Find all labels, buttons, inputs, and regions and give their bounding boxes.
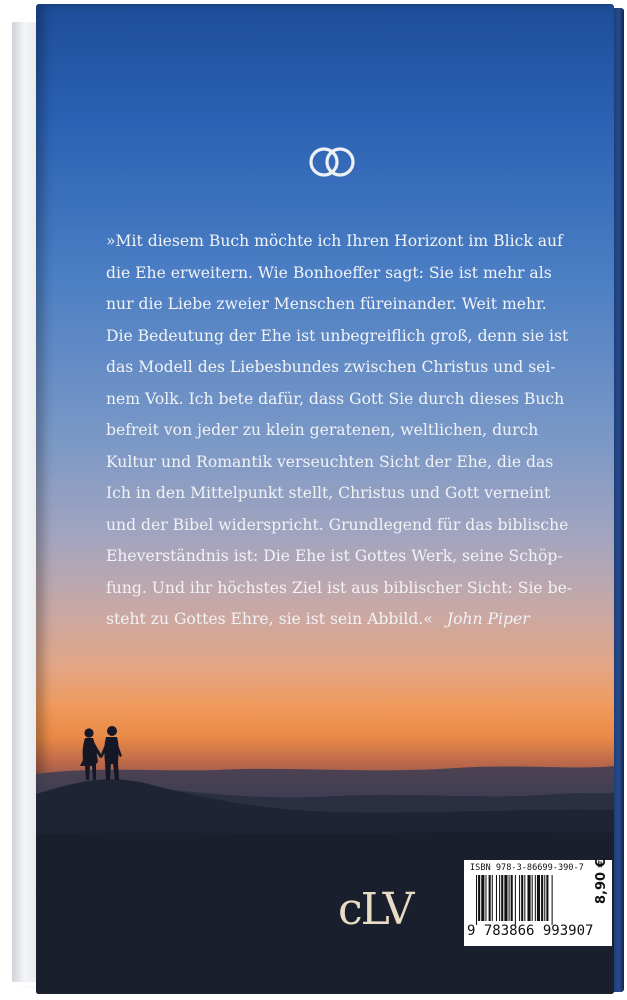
barcode-bar [511,875,513,921]
barcode-bar [535,875,536,921]
quote-line: und der Bibel widerspricht. Grundlegend für das biblische [106,515,569,534]
barcode-bar [546,875,548,921]
barcode-label [464,860,612,946]
barcode-bar [481,875,484,921]
barcode-bar [504,875,507,921]
quote-line: nur die Liebe zweier Menschen füreinander. Weit mehr. [106,295,547,313]
barcode-bar [544,875,545,921]
two-rings-icon [304,142,360,182]
quote-line: »Mit diesem Buch möchte ich Ihren Horizont im Blick auf [106,232,563,250]
quote-line: die Ehe erweitern. Wie Bonhoeffer sagt: Sie ist mehr als [106,263,552,282]
publisher-logo: cLV [338,884,413,935]
quote-line: Kultur und Romantik verseuchten Sicht der Ehe, die das [106,452,554,471]
barcode-bar [499,875,500,921]
quote-line: befreit von jeder zu klein geratenen, weltlichen, durch [106,421,539,439]
barcode-bar [478,875,480,921]
quote-line: fung. Und ihr höchstes Ziel ist aus biblischer Sicht: Sie be- [106,578,573,597]
barcode-bar [476,875,477,925]
barcode-bar [537,875,540,921]
barcode-bar [501,875,503,921]
barcode-bar [496,875,497,921]
barcode-bar [492,875,493,921]
barcode-bar [527,875,530,921]
barcode-bar [524,875,525,921]
barcode-bar [519,875,520,921]
barcode-bar [532,875,533,921]
barcode-digits: 9 783866 993907 [467,923,594,939]
barcode-bar [485,875,486,921]
quote-last-line [106,604,582,636]
barcode-bar [515,875,516,925]
barcode-bars [476,875,586,925]
isbn-text: ISBN 978-3-86699-390-7 [470,863,584,873]
quote-line: steht zu Gottes Ehre, sie ist sein Abbild.« [106,610,433,628]
back-cover-quote [106,226,582,636]
quote-line: Die Bedeutung der Ehe ist unbegreiflich groß, denn sie ist [106,326,569,345]
quote-author: John Piper [446,610,530,628]
barcode-bar [552,875,553,925]
quote-line: nem Volk. Ich bete dafür, dass Gott Sie durch dieses Buch [106,389,565,408]
quote-line: Ich in den Mittelpunkt stellt, Christus und Gott verneint [106,484,551,502]
barcode-bar [541,875,543,921]
barcode-bar [509,875,510,921]
barcode-bar [521,875,523,921]
back-cover [36,4,614,994]
quote-line: das Modell des Liebesbundes zwischen Christus und sei- [106,358,556,376]
price-label: 8,90 € [594,858,609,904]
barcode-bar [489,875,491,921]
quote-line: Eheverständnis ist: Die Ehe ist Gottes Werk, seine Schöp- [106,547,563,565]
